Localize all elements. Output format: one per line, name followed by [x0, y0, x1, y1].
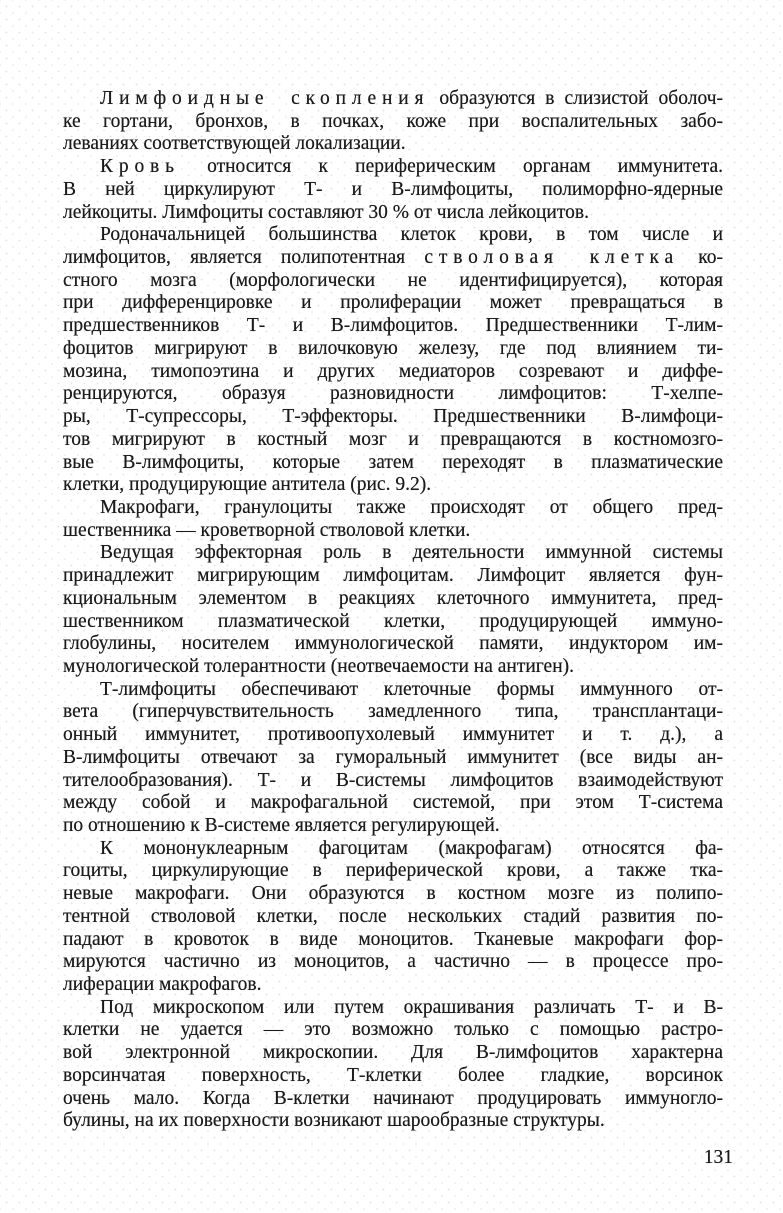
body-text: образуются в слизистой оболоч- [429, 88, 724, 109]
body-text: по отношению к В-системе является регулирующей. [63, 815, 500, 836]
text-line [63, 270, 723, 293]
text-line [63, 292, 723, 315]
text-line [63, 588, 723, 611]
text-line [63, 679, 723, 702]
paragraph [63, 156, 723, 224]
body-text: мозина, тимопоэтина и других медиаторов созревают и диффе- [63, 360, 723, 382]
text-line [63, 133, 723, 156]
body-text: гоциты, циркулирующие в периферической крови, а также тка- [63, 860, 723, 882]
text-line [63, 701, 723, 724]
body-text: лиферации макрофагов. [63, 974, 262, 996]
text-line [63, 1042, 723, 1065]
text-line [63, 520, 723, 543]
paragraph [63, 88, 723, 156]
text-line [63, 792, 723, 815]
body-text: мунологической толерантности (неотвечаемости на антиген). [63, 655, 574, 677]
text-line [63, 202, 723, 225]
body-text: ренцируются, образуя разновидности лимфоцитов: Т-хелпе- [63, 383, 723, 405]
page-text [63, 88, 723, 1133]
text-line [63, 724, 723, 747]
body-text: ко- [679, 247, 723, 269]
body-text: ры, Т-супрессоры, Т-эффекторы. Предшественники В-лимфоци- [63, 406, 723, 428]
text-line [63, 770, 723, 793]
body-text: клетки, продуцирующие антитела (рис. 9.2). [63, 474, 432, 496]
text-line [63, 383, 723, 406]
body-text: мируются частично из моноцитов, а частично — в процессе про- [63, 951, 723, 973]
text-line [63, 860, 723, 883]
text-line [63, 1065, 723, 1088]
body-text: леваниях соответствующей локализации. [63, 133, 406, 155]
text-line [63, 929, 723, 952]
body-text: клетки не удается — это возможно только с помощью растро- [63, 1019, 723, 1041]
text-line [63, 179, 723, 202]
text-line [63, 452, 723, 475]
body-text: булины, на их поверхности возникают шарообразные структуры. [63, 1110, 605, 1132]
text-line [63, 156, 723, 179]
paragraph [63, 497, 723, 542]
body-text: кциональным элементом в реакциях клеточного иммунитета, пред- [63, 587, 723, 609]
text-line [63, 111, 723, 134]
body-text: В-лимфоциты отвечают за гуморальный иммунитет (все виды ан- [63, 746, 723, 768]
body-text: относится к периферическим органам иммунитета. [179, 156, 723, 178]
body-text: Родоначальницей большинства клеток крови, в том числе и [100, 224, 723, 246]
body-text: шественником плазматической клетки, продуцирующей иммуно- [63, 610, 723, 632]
text-line [63, 1019, 723, 1042]
body-text: при дифференцировке и пролиферации может превращаться в [63, 292, 723, 314]
body-text: Под микроскопом или путем окрашивания различать Т- и В- [100, 996, 723, 1018]
body-text: В ней циркулируют Т- и В-лимфоциты, полиморфно-ядерные [63, 178, 723, 200]
text-line [63, 747, 723, 770]
body-text: падают в кровоток в виде моноцитов. Тканевые макрофаги фор- [63, 928, 723, 950]
body-text: ке гортани, бронхов, в почках, коже при воспалительных забо- [63, 110, 723, 132]
body-text: невые макрофаги. Они образуются в костном мозге из полипо- [63, 883, 723, 905]
text-line [63, 1088, 723, 1111]
text-line [63, 883, 723, 906]
paragraph [63, 997, 723, 1133]
body-text: лимфоцитов, является полипотентная [63, 247, 425, 269]
body-text: Т-лимфоциты обеспечивают клеточные формы иммунного от- [100, 678, 723, 700]
text-line [63, 974, 723, 997]
page-number: 131 [703, 1147, 733, 1168]
body-text: вые В-лимфоциты, которые затем переходят в плазматические [63, 451, 723, 473]
text-line [63, 565, 723, 588]
body-text: тов мигрируют в костный мозг и превращаются в костномозго- [63, 428, 723, 450]
text-line [63, 338, 723, 361]
text-line [63, 611, 723, 634]
text-line [63, 997, 723, 1020]
text-line [63, 429, 723, 452]
body-text: вой электронной микроскопии. Для В-лимфоцитов характерна [63, 1042, 723, 1064]
body-text: К мононуклеарным фагоцитам (макрофагам) относятся фа- [100, 837, 723, 859]
body-text: стного мозга (морфологически не идентифицируется), которая [63, 269, 723, 291]
text-line [63, 88, 723, 111]
paragraph [63, 542, 723, 678]
text-line [63, 361, 723, 384]
text-line [63, 247, 723, 270]
text-line [63, 633, 723, 656]
body-text: вета (гиперчувствительность замедленного типа, трансплантаци- [63, 701, 723, 723]
body-text: предшественников Т- и В-лимфоцитов. Предшественники Т-лим- [63, 315, 723, 337]
emphasized-text: Кровь [100, 156, 180, 178]
paragraph [63, 679, 723, 838]
text-line [63, 542, 723, 565]
body-text: между собой и макрофагальной системой, при этом Т-система [63, 792, 723, 814]
text-line [63, 951, 723, 974]
text-line [63, 224, 723, 247]
text-line [63, 906, 723, 929]
text-line [63, 815, 723, 838]
text-line [63, 497, 723, 520]
text-line [63, 1110, 723, 1133]
body-text: принадлежит мигрирующим лимфоцитам. Лимфоцит является фун- [63, 565, 723, 587]
emphasized-text: Лимфоидные скопления [100, 88, 430, 109]
body-text: шественника — кроветворной стволовой клетки. [63, 519, 471, 541]
text-line [63, 656, 723, 679]
body-text: ворсинчатая поверхность, Т-клетки более гладкие, ворсинок [63, 1064, 723, 1086]
body-text: тителообразования). Т- и В-системы лимфоцитов взаимодействуют [63, 769, 723, 791]
body-text: лейкоциты. Лимфоциты составляют 30 % от числа лейкоцитов. [63, 201, 589, 223]
body-text: тентной стволовой клетки, после нескольких стадий развития по- [63, 905, 723, 927]
paragraph [63, 838, 723, 997]
text-line [63, 474, 723, 497]
body-text: глобулины, носителем иммунологической памяти, индуктором им- [63, 633, 723, 655]
text-line [63, 406, 723, 429]
paragraph [63, 224, 723, 497]
emphasized-text: стволовая клетка [424, 247, 680, 269]
body-text: Макрофаги, гранулоциты также происходят от общего пред- [100, 496, 723, 518]
body-text: онный иммунитет, противоопухолевый иммунитет и т. д.), а [63, 724, 723, 746]
body-text: Ведущая эффекторная роль в деятельности иммунной системы [100, 542, 723, 564]
body-text: фоцитов мигрируют в вилочковую железу, где под влиянием ти- [63, 337, 723, 359]
text-line [63, 838, 723, 861]
text-line [63, 315, 723, 338]
body-text: очень мало. Когда В-клетки начинают продуцировать иммуногло- [63, 1087, 723, 1109]
